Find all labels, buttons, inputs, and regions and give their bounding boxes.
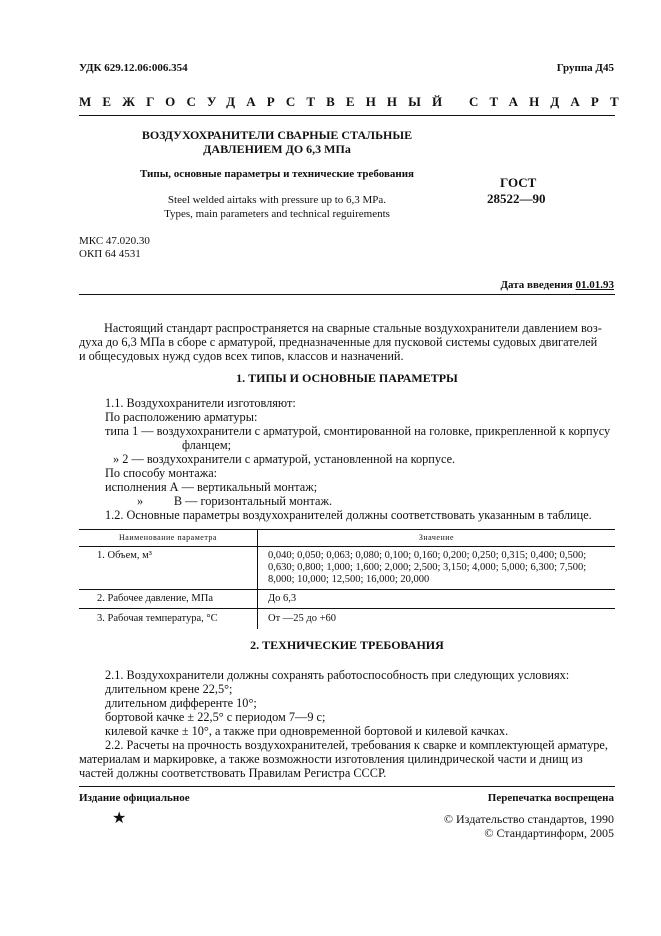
intro-line: и общесудовых нужд судов всех типов, классов и назначений.: [79, 349, 404, 363]
section1-line: типа 1 — воздухохранители с арматурой, смонтированной на головке, прикрепленной к корпусу: [105, 424, 611, 438]
reprint-notice: Перепечатка воспрещена: [487, 792, 614, 804]
title-subtitle: Типы, основные параметры и технические требования: [139, 168, 415, 180]
intro-date-value: 01.01.93: [575, 279, 614, 291]
section1-line: фланцем;: [182, 438, 232, 452]
table-cell-name: 3. Рабочая температура, °С: [79, 609, 258, 630]
section2-line: 2.2. Расчеты на прочность воздухохранителей, требования к сварке и комплектующей арматуре,: [105, 738, 608, 752]
title-en-line2: Types, main parameters and technical reguirements: [164, 208, 390, 220]
section2-line: бортовой качке ± 22,5° с периодом 7—9 с;: [105, 710, 326, 724]
section2-line: частей должны соответствовать Правилам Регистра СССР.: [79, 766, 387, 780]
intro-line: Настоящий стандарт распространяется на сварные стальные воздухохранители давлением воз-: [104, 321, 602, 335]
banner-left: МЕЖГОСУДАРСТВЕННЫЙ: [79, 94, 454, 109]
table-row: [79, 547, 615, 590]
intro-rule: [79, 294, 615, 295]
intro-line: духа до 6,3 МПа в сборе с арматурой, предназначенные для пусковой системы судовых двигателей: [79, 335, 598, 349]
gost-number: 28522—90: [487, 191, 546, 206]
title-en-line1: Steel welded airtaks with pressure up to 6,3 MPa.: [167, 194, 387, 206]
section1-line: 1.1. Воздухохранители изготовляют:: [105, 396, 296, 410]
row-volume-value: 0,040; 0,050; 0,063; 0,080; 0,100; 0,160; 0,200; 0,250; 0,315; 0,400; 0,500;: [268, 550, 587, 561]
section1-line: » 2 — воздухохранители с арматурой, установленной на корпусе.: [113, 452, 456, 466]
mks-code: МКС 47.020.30: [79, 235, 150, 247]
row-volume-value: 0,630; 0,800; 1,000; 1,600; 2,000; 2,500; 3,150; 4,000; 5,000; 6,300; 7,500;: [268, 562, 587, 573]
row-volume-name: 1. Объем, м³: [97, 550, 152, 561]
section1-line: По расположению арматуры:: [105, 410, 258, 424]
table-header-name: Наименование параметра: [79, 530, 258, 547]
copyright-2005: © Стандартинформ, 2005: [484, 826, 614, 840]
intro-date: [500, 279, 614, 291]
intro-paragraph: [79, 321, 619, 363]
table-cell-value: [258, 547, 616, 590]
banner-right: СТАНДАРТ: [469, 94, 630, 109]
gost-label: ГОСТ: [500, 175, 537, 190]
group-code: Группа Д45: [556, 62, 614, 74]
section1-line: исполнения А — вертикальный монтаж;: [105, 480, 318, 494]
table-cell-value: От —25 до +60: [268, 613, 337, 624]
section1-line: По способу монтажа:: [105, 466, 218, 480]
section2-heading: 2. ТЕХНИЧЕСКИЕ ТРЕБОВАНИЯ: [250, 638, 444, 652]
table-row: [79, 609, 615, 630]
star-icon: ★: [112, 810, 127, 827]
parameters-table: [79, 529, 615, 629]
title-line1: ВОЗДУХОХРАНИТЕЛИ СВАРНЫЕ СТАЛЬНЫЕ: [141, 128, 413, 142]
section1-line: 1.2. Основные параметры воздухохранителей должны соответствовать указанным в таблице.: [105, 508, 592, 522]
section2-line: материалам и маркировке, а также возможности изготовления цилиндрической части и днищ из: [79, 752, 583, 766]
section2-line: длительном крене 22,5°;: [105, 682, 233, 696]
header-rule: [79, 115, 615, 116]
okp-code: ОКП 64 4531: [79, 248, 141, 260]
section2-line: 2.1. Воздухохранители должны сохранять работоспособность при следующих условиях:: [105, 668, 570, 682]
title-line2: ДАВЛЕНИЕМ ДО 6,3 МПа: [203, 142, 351, 156]
section1-body: [79, 396, 619, 522]
intro-date-label: Дата введения: [500, 279, 573, 291]
footer-rule: [79, 786, 615, 787]
udk-code: УДК 629.12.06:006.354: [79, 62, 188, 74]
section2-body: [79, 668, 619, 780]
table-cell-name: [79, 547, 258, 590]
table-cell-name: 2. Рабочее давление, МПа: [79, 590, 258, 609]
section2-line: килевой качке ± 10°, а также при одновременной бортовой и килевой качках.: [105, 724, 509, 738]
section1-line: » В — горизонтальный монтаж.: [137, 494, 333, 508]
table-row: [79, 590, 615, 609]
section2-line: длительном дифференте 10°;: [105, 696, 257, 710]
table-header-value: Значение: [418, 533, 455, 542]
row-volume-value: 8,000; 10,000; 12,500; 16,000; 20,000: [268, 574, 430, 585]
table-header-row: [79, 530, 615, 547]
table-cell-value: До 6,3: [268, 593, 297, 604]
section1-heading: 1. ТИПЫ И ОСНОВНЫЕ ПАРАМЕТРЫ: [236, 371, 458, 385]
copyright-1990: © Издательство стандартов, 1990: [443, 812, 614, 826]
official-edition: Издание официальное: [79, 792, 190, 804]
